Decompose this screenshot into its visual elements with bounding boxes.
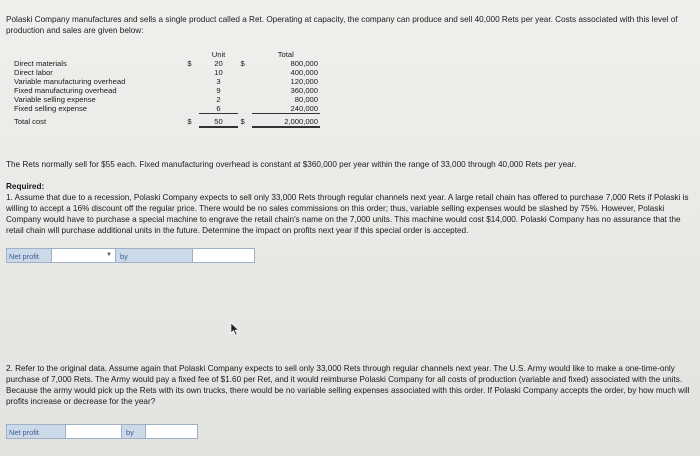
table-header-row [12,50,320,59]
price-note: The Rets normally sell for $55 each. Fixed manufacturing overhead is constant at $360,000 per year within the range of 33,000 through 40,000 Rets per year. [6,160,577,169]
table-row: Fixed selling expense 6 240,000 [14,104,318,114]
increase-decrease-select[interactable] [52,248,116,263]
total-header: Total [277,50,294,59]
question-2: 2. Refer to the original data. Assume again that Polaski Company expects to sell only 33,000 Rets through regular channels next year. The U.S. Army would like to make a one-time-only purchase of 7,000 Rets. The Army would pay a fixed fee of $1.60 per Ret, and it would reimburse Polaski Company for all costs of production (variable and fixed) associated with the units. Because the army would pick up the Rets with its own trucks, there would be no variable selling expenses associated with this order. If Polaski Company accepts the order, by how much will profits increase or decrease for the year? [6,364,690,406]
mouse-pointer-icon [230,322,240,336]
table-row: Variable selling expense 2 80,000 [14,95,318,104]
table-row: Fixed manufacturing overhead 9 360,000 [14,86,318,95]
increase-decrease-select[interactable] [66,424,122,439]
table-row: Direct labor 10 400,000 [14,68,318,77]
table-row: Direct materials $ 20 $ 800,000 [14,59,318,68]
cost-table [12,50,320,128]
chevron-down-icon: ▼ [106,252,112,258]
by-label: by [116,248,193,263]
unit-header: Unit [211,50,226,59]
amount-input[interactable] [193,248,255,263]
required-heading: Required: [6,182,45,191]
answer-row-2 [6,424,198,439]
question-1: 1. Assume that due to a recession, Polaski Company expects to sell only 33,000 Rets through regular channels next year. A large retail chain has offered to purchase 7,000 Rets if Polaski is willing to accept a 16% discount off the regular price. There would be no sales commissions on this order; thus, variable selling expenses would be slashed by 75%. However, Polaski Company would have to purchase a special machine to engrave the retail chain's name on the 7,000 units. This machine would cost $14,000. Polaski Company has no assurance that the retail chain will purchase additional units in the future. Determine the impact on profits next year if this special order is accepted. [6,193,689,235]
net-profit-label: Net profit [6,424,66,439]
table-row: Variable manufacturing overhead 3 120,000 [14,77,318,86]
table-total-row: Total cost $ 50 $ 2,000,000 [12,114,320,128]
answer-row-1 [6,248,255,263]
amount-input[interactable] [146,424,198,439]
by-label: by [122,424,146,439]
problem-intro: Polaski Company manufactures and sells a single product called a Ret. Operating at capacity, the company can produce and sell 40,000 Rets per year. Costs associated with this level of production and sales are given below: [6,15,678,35]
net-profit-label: Net profit [6,248,52,263]
